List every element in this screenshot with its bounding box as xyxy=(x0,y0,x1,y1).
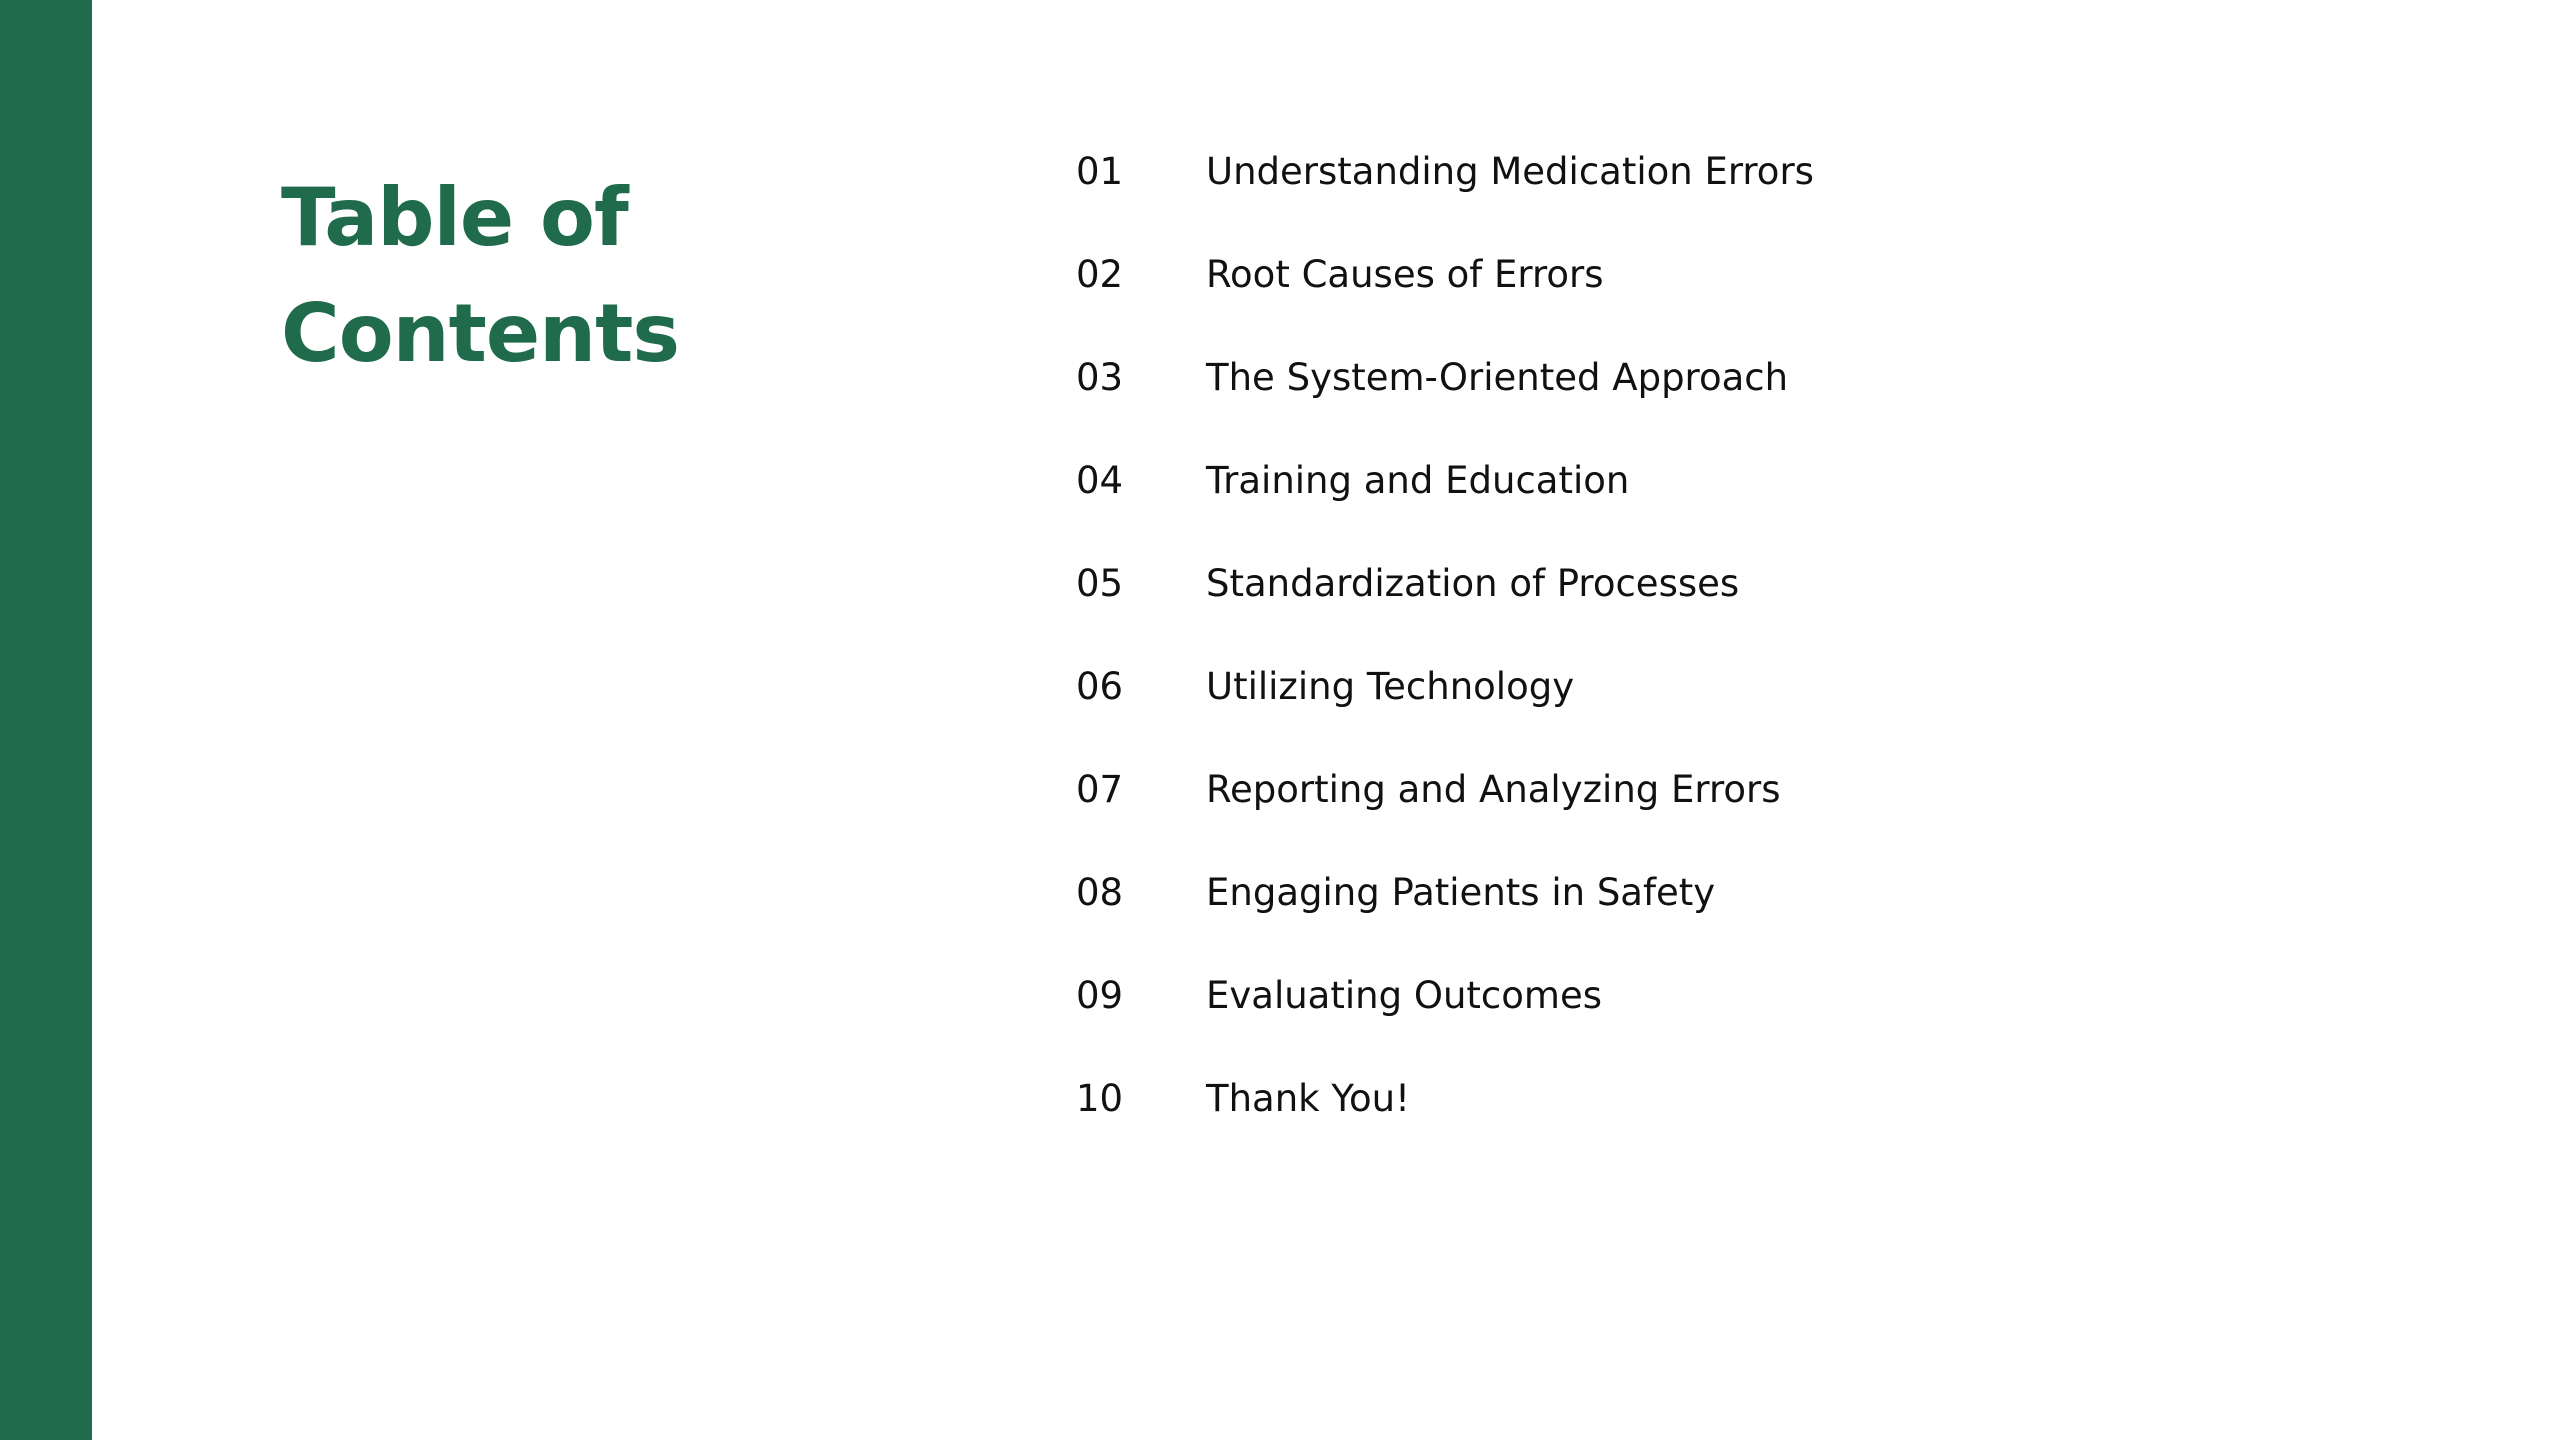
toc-item-number: 02 xyxy=(1076,253,1124,296)
toc-item-number: 08 xyxy=(1076,871,1124,914)
toc-item-04 xyxy=(1076,429,1814,532)
toc-item-number: 07 xyxy=(1076,768,1124,811)
toc-item-number: 06 xyxy=(1076,665,1124,708)
accent-side-bar xyxy=(0,0,92,1440)
toc-item-label: Understanding Medication Errors xyxy=(1206,150,1814,193)
toc-item-number: 05 xyxy=(1076,562,1124,605)
toc-item-label: Root Causes of Errors xyxy=(1206,253,1604,296)
toc-item-number: 04 xyxy=(1076,459,1124,502)
toc-item-06 xyxy=(1076,635,1814,738)
toc-item-number: 10 xyxy=(1076,1077,1124,1120)
toc-item-label: Utilizing Technology xyxy=(1206,665,1575,708)
toc-item-02 xyxy=(1076,223,1814,326)
toc-item-label: The System-Oriented Approach xyxy=(1206,356,1789,399)
toc-item-number: 09 xyxy=(1076,974,1124,1017)
toc-item-03 xyxy=(1076,326,1814,429)
toc-item-label: Training and Education xyxy=(1206,459,1630,502)
toc-item-label: Standardization of Processes xyxy=(1206,562,1740,605)
table-of-contents-list xyxy=(1076,120,1814,1150)
toc-item-number: 01 xyxy=(1076,150,1124,193)
toc-item-number: 03 xyxy=(1076,356,1124,399)
toc-item-08 xyxy=(1076,841,1814,944)
title-line-2: Contents xyxy=(281,287,679,380)
toc-item-label: Evaluating Outcomes xyxy=(1206,974,1602,1017)
toc-item-10 xyxy=(1076,1047,1814,1150)
toc-item-07 xyxy=(1076,738,1814,841)
toc-item-01 xyxy=(1076,120,1814,223)
page-title xyxy=(281,160,881,392)
toc-item-label: Thank You! xyxy=(1206,1077,1410,1120)
toc-item-label: Reporting and Analyzing Errors xyxy=(1206,768,1781,811)
title-line-1: Table of xyxy=(281,171,628,264)
toc-item-05 xyxy=(1076,532,1814,635)
toc-item-label: Engaging Patients in Safety xyxy=(1206,871,1716,914)
toc-item-09 xyxy=(1076,944,1814,1047)
